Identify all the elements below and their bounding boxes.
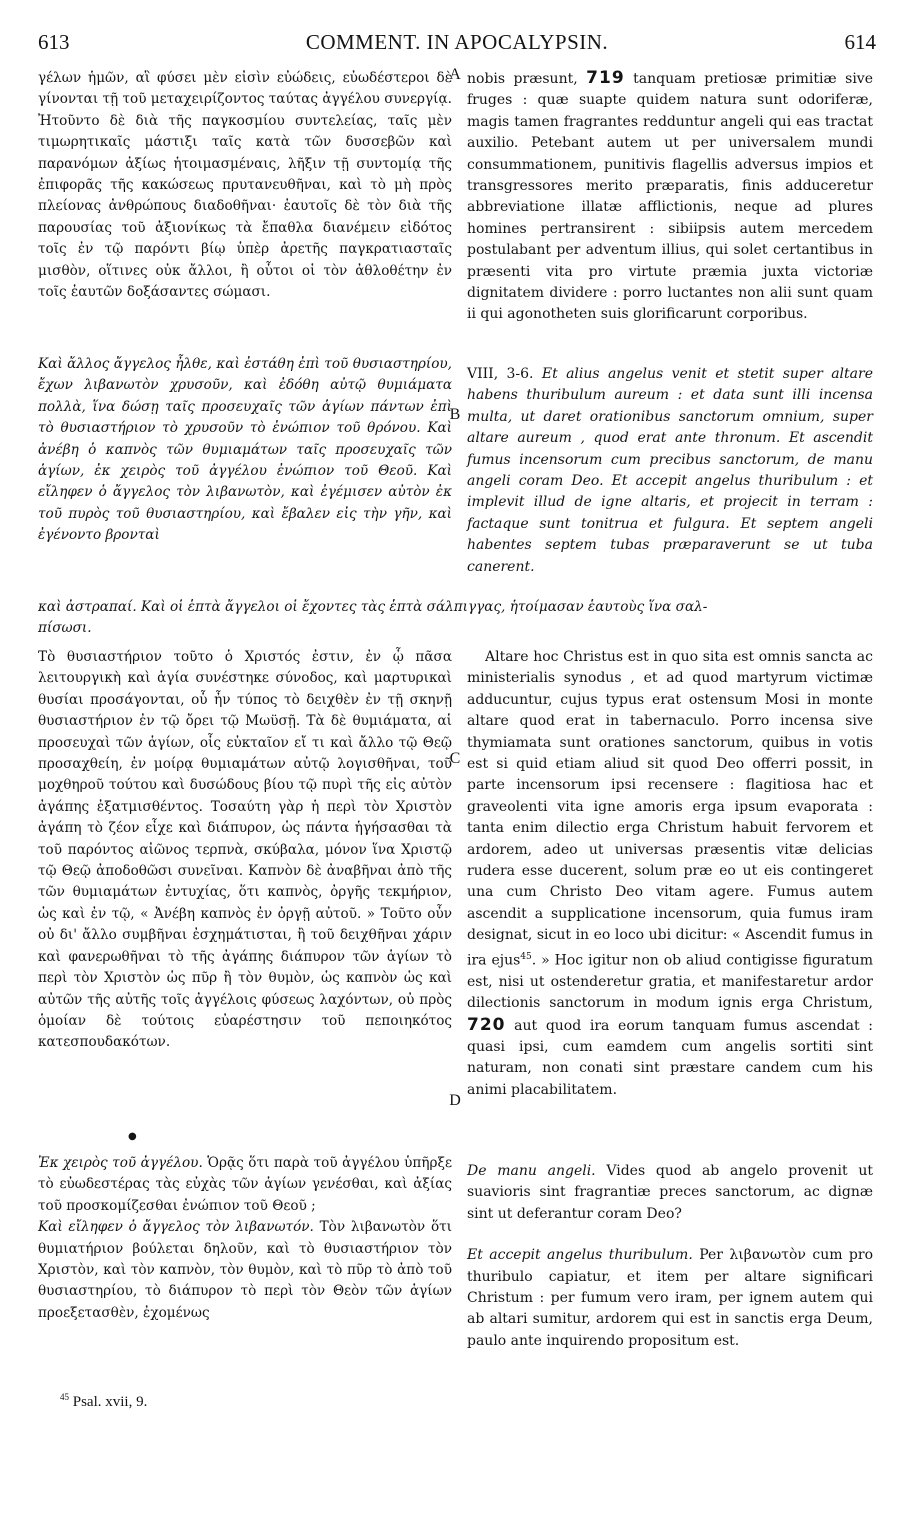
latin-verse-text: VIII, 3-6. Et alius angelus venit et stetit super altare habens thuribulum aureum : et data sunt illi incensa multa, ut daret orationibus sanctorum omnium, super altare aureum , quod erat ante thronum. Et ascendit fumus incensorum cum precibus sanctorum, de manu angeli coram Deo. Et accepit angelus thuribulum : et implevit illud de igne altaris, et projecit in terram : factaque sunt tonitrua et fulgura. Et septem angeli habentes septem tubas præparaverunt se ut tuba canerent. [467, 366, 873, 575]
greek-verse-full-line: καὶ ἀστραπαί. Καὶ οἱ ἑπτὰ ἄγγελοι οἱ ἔχοντες τὰς ἑπτὰ σάλπιγγας, ἡτοίμασαν ἑαυτοὺς ἵνα σαλ- [38, 599, 708, 615]
margin-letter-c: C [449, 750, 461, 767]
footnote-mark: 45 [60, 1392, 69, 1402]
greek-column-lower [38, 647, 452, 1324]
greek-paragraph-1: γέλων ἡμῶν, αἳ φύσει μὲν εἰσὶν εὐώδεις, εὐωδέστεροι δὲ γίνονται τῇ τοῦ μεταχειρίζοντος ταύτας ἀγγέλου συνεργίᾳ. Ἠτοῦντο δὲ διὰ τῆς παγκοσμίου συντελείας, ταῖς μὲν τιμωρητικαῖς μάστιξι ταῖς κατὰ τῶν δυσσεβῶν καὶ παρανόμων ἀξίως ἡτοιμασμέναις, λῆξιν τῇ συντομίᾳ τῆς ἐπιφορᾶς τῆς κακώσεως πρυτανευθῆναι, καὶ τὸ μὴ πρὸς πλείονας ἀνθρώπους διαδοθῆναι· ἑαυτοῖς δὲ τὸν διὰ τῆς παρουσίας τοῦ ἀξιονίκως τὰ ἔπαθλα διανέμειν εἰδότος τοῖς ἐν τῷ παρόντι βίῳ ὑπὲρ ἀρετῆς παγκρατιασταῖς μισθὸν, οἵτινες οὐκ ἄλλοι, ἢ οὗτοι οἱ τὸν ἀθλοθέτην ἐν τοῖς ἑαυτῶν δοξάσαντες σώμασι. [38, 70, 453, 301]
latin-paragraph-2: Altare hoc Christus est in quo sita est omnis sancta ac ministerialis synodus , et ad quod martyrum victimæ adducuntur, cujus typus erat ostensum Mosi in monte altare quod erat in tabernaculo. Porro incensa sive thymiamata sunt orationes sanctorum, quibus in votis est si quid etiam aliud sit quod Deo offerri possit, in parte incensorum ipsi recensere : flagitiosa hac et graveolenti vita igne amoris erga ipsum evaporata : tanta enim dilectio erga Christum habuit fervorem et ardorem, adeo ut universas præsentis vitæ delicias rudera esse ducerent, solum præ eo ut eis contingeret una cum Christo Deo vitam agere. Fumus autem ascendit a supplicatione incensorum, quia fumus iram designat, sicut in eo loco ubi dicitur: « Ascendit fumus in ira ejus$^{45}$. » Hoc igitur non ob aliud contigisse figuratum est, nisi ut ostenderetur gratia, et manifestaretur ardor dilectionis sanctorum in modum ignis erga Christum, 720 aut quod ira eorum tanquam fumus ascendat : quasi ipsi, cum eamdem cum angelis sortiti sint naturam, non conati sint præstare candem cum his animi placabilitatem. [467, 649, 873, 1098]
footnote-text: Psal. xvii, 9. [72, 1394, 148, 1410]
latin-paragraph-4: Et accepit angelus thuribulum. Per λιβανωτὸν cum pro thuribulo capiatur, et item per altare significari Christum : per fumum vero iram, per ignem autem qui ab altari sumitur, ardorem qui est in sanctis erga Deum, paulo ante inquirendo propositum est. [467, 1247, 874, 1349]
latin-paragraph-1: nobis præsunt, 719 tanquam pretiosæ primitiæ sive fruges : quæ suapte quidem natura sunt odoriferæ, magis tamen fragrantes redduntur angeli qui eas tractat auxilio. Petebant autem ut per universalem mundi consummationem, punitivis flagellis adversus impios et transgressores merito præparatis, finis adduceretur abbreviatione illatæ afflictionis, neque ad plures homines pertransirent : sibiipsis autem mercedem postulabant per adventum illius, qui solet certantibus in præsenti vita pro virtute præmia juxta victoriæ dignitatem dividere : porro luctantes non alii sunt quam ii qui agonotheten suis glorificarunt corporibus. [467, 68, 873, 323]
greek-paragraph-2: Τὸ θυσιαστήριον τοῦτο ὁ Χριστός ἐστιν, ἐν ᾧ πᾶσα λειτουργικὴ καὶ ἁγία συνέστηκε σύνοδος, καὶ μαρτυρικαὶ θυσίαι προσάγονται, οὗ ἦν τύπος τὸ δειχθὲν ἐν τῇ σκηνῇ θυσιαστήριον ἐν τῷ ὄρει τῷ Μωϋσῇ. Τὰ δὲ θυμιάματα, αἱ προσευχαὶ τῶν ἁγίων, οἷς εὐκταῖον εἴ τι καὶ ἄλλο τῷ Θεῷ προσαχθείη, ἐν μοίρᾳ θυμιαμάτων αὐτῷ λογισθῆναι, τοῦ μοχθηροῦ τούτου καὶ δυσώδους βίου τῷ πυρὶ τῆς εἰς αὐτὸν ἀγάπης ἐξατμισθέντος. Τοσαύτη γὰρ ἡ περὶ τὸν Χριστὸν ἀγάπη τὸ ζέον εἶχε καὶ διάπυρον, ὡς πάντα ἡγήσασθαι τὰ τοῦ παρόντος αἰῶνος τερπνὰ, σκύβαλα, μόνον ἵνα Χριστῷ τῷ Θεῷ ἀποδοθῶσι συνεῖναι. Καπνὸν δὲ ἀναβῆναι ἀπὸ τῆς τῶν θυμιαμάτων ἐντυχίας, ὅτι καπνὸς, ὀργῆς τεκμήριον, ὡς καὶ ἐν τῷ, « Ἀνέβη καπνὸς ἐν ὀργῇ αὐτοῦ. » Τοῦτο οὖν οὐ δι' ἄλλο συμβῆναι ἐσχημάτισται, ἢ τοῦ δειχθῆναι χάριν καὶ φανερωθῆναι τὸ τῆς ἀγάπης διάπυρον τῶν ἁγίων τὸ περὶ τὸν Χριστὸν ὡς πῦρ ἢ τὸν θυμὸν, ὡς καπνὸν ὡς καὶ αὐτῶν τῆς αὐτῆς τοῖς ἀγγέλοις φύσεως λαχόντων, οὐ πρὸς ὁμοίαν δὲ τούτοις εὐαρέστησιν τοῦ πεποιηκότος κατεσπουδακότων. [38, 649, 452, 1051]
footnote-reference: 45 [520, 951, 532, 962]
footnote [60, 1392, 147, 1411]
greek-verse-text: Καὶ ἄλλος ἄγγελος ἦλθε, καὶ ἐστάθη ἐπὶ τοῦ θυσιαστηρίου, ἔχων λιβανωτὸν χρυσοῦν, καὶ ἐδόθη αὐτῷ θυμιάματα πολλὰ, ἵνα δώσῃ ταῖς προσευχαῖς τῶν ἁγίων πάντων ἐπὶ τὸ θυσιαστήριον τὸ χρυσοῦν τὸ ἐνώπιον τοῦ θρόνου. Καὶ ἀνέβη ὁ καπνὸς τῶν θυμιαμάτων ταῖς προσευχαῖς τῶν ἁγίων, ἐκ χειρὸς τοῦ ἀγγέλου ἐνώπιον τοῦ Θεοῦ. Καὶ εἴληφεν ὁ ἄγγελος τὸν λιβανωτὸν, καὶ ἐγέμισεν αὐτὸν ἐκ τοῦ πυρὸς τοῦ θυσιαστηρίου, καὶ ἔβαλεν εἰς τὴν γῆν, καὶ ἐγένοντο βρονταὶ [38, 356, 452, 544]
latin-lemma-3: De manu angeli. [467, 1163, 596, 1179]
greek-lemma-4: Καὶ εἴληφεν ὁ ἄγγελος τὸν λιβανωτόν. [38, 1219, 314, 1236]
column-number-719: 719 [586, 68, 625, 88]
right-page-number: 614 [844, 30, 876, 54]
running-title: COMMENT. IN APOCALYPSIN. [305, 30, 609, 54]
greek-lemma-3: Ἐκ χειρὸς τοῦ ἀγγέλου. [38, 1155, 203, 1171]
verse-reference: VIII, 3-6. [467, 366, 534, 382]
greek-column-upper [38, 68, 452, 547]
margin-letter-a: A [449, 66, 461, 83]
column-number-720: 720 [467, 1014, 506, 1035]
latin-column-lower [467, 647, 873, 1352]
greek-paragraph-4: Καὶ εἴληφεν ὁ ἄγγελος τὸν λιβανωτόν. Τὸν λιβανωτὸν ὅτι θυμιατήριον βούλεται δηλοῦν, καὶ τὸ θυσιαστήριον τὸν Χριστὸν, καὶ τὸν καπνὸν, τὸν θυμὸν, καὶ τὸ πῦρ τὸ ἀπὸ τοῦ θυσιαστηρίου, τὸ διάπυρον τὸ περὶ τὸν Θεὸν τῶν ἁγίων προεξετασθὲν, ἐχομένως [38, 1219, 452, 1321]
margin-letter-d: D [449, 1092, 461, 1109]
separator-dot: ● [128, 1131, 137, 1142]
margin-letter-b: B [449, 406, 461, 423]
latin-lemma-4: Et accepit angelus thuribulum. [467, 1247, 693, 1264]
latin-column-upper [467, 68, 873, 578]
left-page-number: 613 [38, 30, 70, 54]
greek-paragraph-3: Ἐκ χειρὸς τοῦ ἀγγέλου. Ὁρᾷς ὅτι παρὰ τοῦ ἀγγέλου ὑπῆρξε τὸ εὐωδεστέρας τὰς εὐχὰς τῶν ἁγίων γενέσθαι, καὶ ἀξίας τοῦ προσκομίζεσθαι ἐνώπιον τοῦ Θεοῦ ; [38, 1155, 453, 1214]
greek-verse-end: πίσωσι. [38, 620, 92, 636]
page-header [38, 30, 876, 60]
latin-paragraph-3: De manu angeli. Vides quod ab angelo provenit ut suavioris sint fragrantiæ preces sanctorum, ac dignæ sint ut deferantur coram Deo? [467, 1163, 874, 1222]
